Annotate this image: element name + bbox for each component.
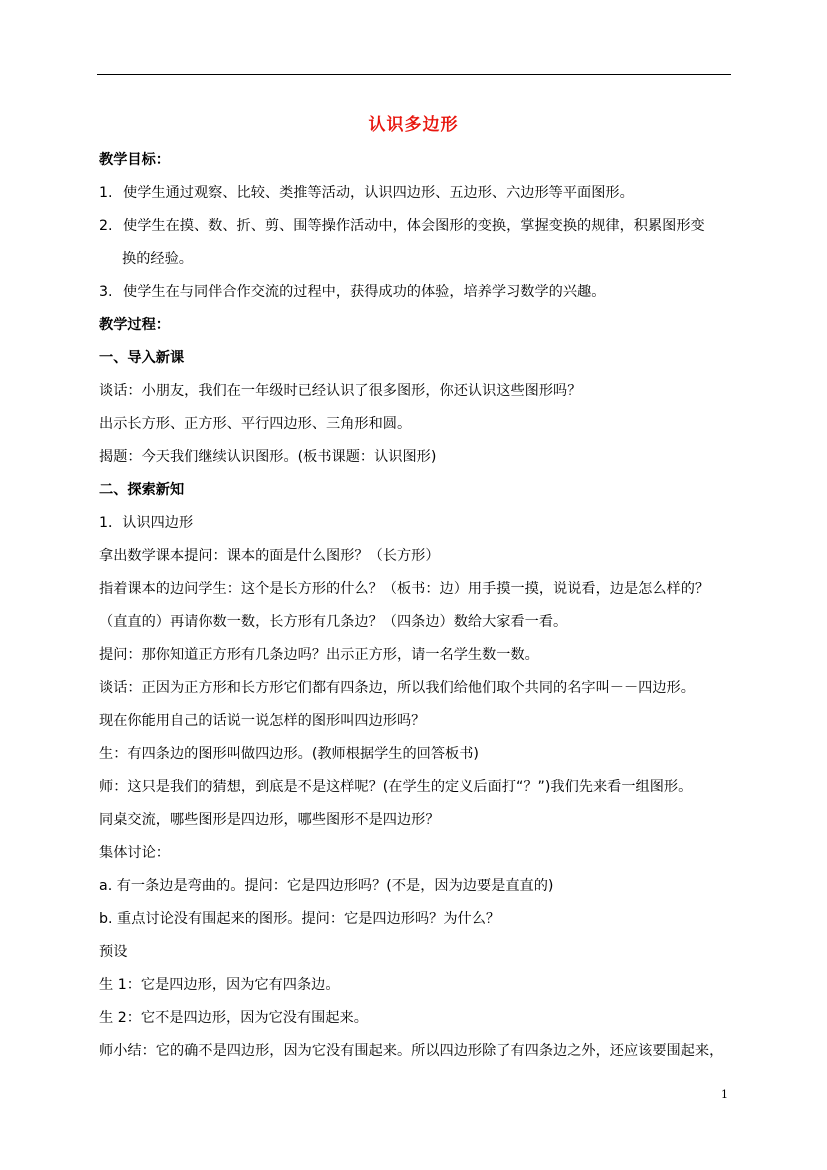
paragraph: 谈话：小朋友，我们在一年级时已经认识了很多图形，你还认识这些图形吗？	[99, 383, 582, 399]
paragraph: 师小结：它的确不是四边形，因为它没有围起来。所以四边形除了有四条边之外，还应该要围起来，	[99, 1043, 724, 1059]
paragraph: 拿出数学课本提问：课本的面是什么图形？（长方形）	[99, 548, 440, 564]
process-heading: 教学过程：	[99, 317, 170, 333]
goal-text: 使学生在与同伴合作交流的过程中，获得成功的体验，培养学习数学的兴趣。	[123, 284, 606, 300]
paragraph: 生 2：它不是四边形，因为它没有围起来。	[99, 1010, 368, 1026]
goal-number: 3.	[99, 284, 113, 300]
goal-item-2	[99, 215, 729, 248]
paragraph: 同桌交流，哪些图形是四边形，哪些图形不是四边形？	[99, 812, 440, 828]
section-heading-explore: 二、探索新知	[99, 482, 185, 498]
paragraph: 师：这只是我们的猜想，到底是不是这样呢？(在学生的定义后面打“？”)我们先来看一组图形。	[99, 779, 693, 795]
paragraph: 现在你能用自己的话说一说怎样的图形叫四边形吗？	[99, 713, 426, 729]
paragraph: a. 有一条边是弯曲的。提问：它是四边形吗？(不是，因为边要是直直的)	[99, 878, 554, 894]
paragraph: b. 重点讨论没有围起来的图形。提问：它是四边形吗？为什么？	[99, 911, 501, 927]
paragraph: 谈话：正因为正方形和长方形它们都有四条边，所以我们给他们取个共同的名字叫－－四边形。	[99, 680, 695, 696]
paragraph: 揭题：今天我们继续认识图形。(板书课题：认识图形)	[99, 449, 437, 465]
paragraph: （直直的）再请你数一数，长方形有几条边？（四条边）数给大家看一看。	[99, 614, 568, 630]
goal-item-1	[99, 182, 729, 215]
goal-number: 1.	[99, 185, 113, 201]
goal-item-2-continued: 换的经验。	[122, 251, 193, 267]
paragraph: 生：有四条边的图形叫做四边形。(教师根据学生的回答板书)	[99, 746, 479, 762]
header-rule	[97, 74, 731, 75]
paragraph: 提问：那你知道正方形有几条边吗？出示正方形，请一名学生数一数。	[99, 647, 539, 663]
paragraph: 预设	[99, 944, 128, 960]
paragraph: 生 1：它是四边形，因为它有四条边。	[99, 977, 340, 993]
goal-text: 使学生在摸、数、折、剪、围等操作活动中，体会图形的变换，掌握变换的规律，积累图形变	[123, 218, 705, 234]
paragraph: 集体讨论：	[99, 845, 170, 861]
section-heading-intro: 一、导入新课	[99, 350, 185, 366]
goal-item-3	[99, 281, 729, 314]
subsection-heading: 1．认识四边形	[99, 515, 194, 531]
page-number: 1	[721, 1088, 728, 1101]
goal-number: 2.	[99, 218, 113, 234]
document-body	[99, 149, 729, 1073]
page-title: 认识多边形	[368, 115, 459, 135]
goal-text: 使学生通过观察、比较、类推等活动，认识四边形、五边形、六边形等平面图形。	[123, 185, 634, 201]
paragraph: 出示长方形、正方形、平行四边形、三角形和圆。	[99, 416, 412, 432]
goals-heading: 教学目标：	[99, 152, 170, 168]
paragraph: 指着课本的边问学生：这个是长方形的什么？（板书：边）用手摸一摸，说说看，边是怎么样的？	[99, 581, 710, 597]
